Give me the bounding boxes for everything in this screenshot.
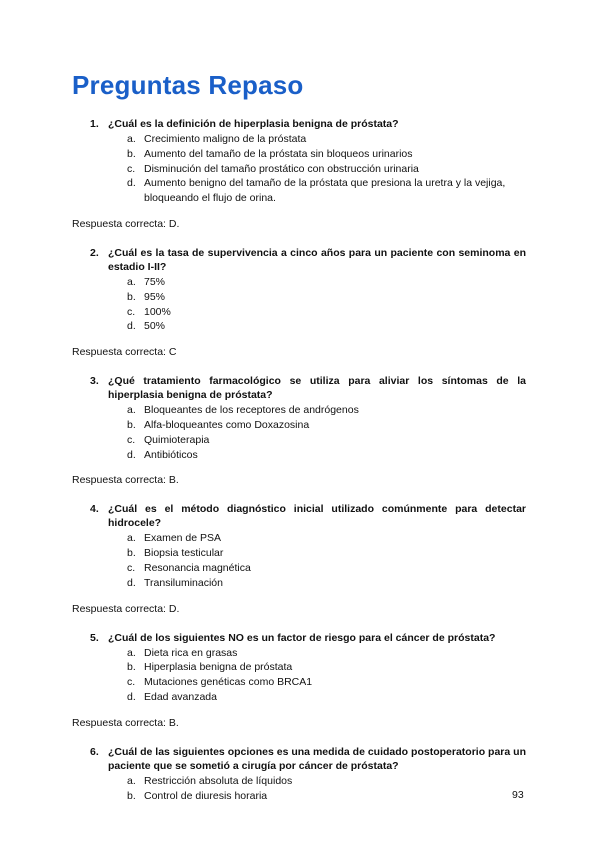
option-letter: d. — [127, 448, 136, 461]
option-text: Antibióticos — [144, 448, 198, 461]
option-item — [0, 176, 600, 206]
option-item — [0, 433, 600, 448]
option-letter: d. — [127, 320, 136, 333]
option-item — [0, 531, 600, 546]
option-letter: c. — [127, 433, 136, 446]
question-block — [0, 631, 600, 730]
option-letter: a. — [127, 404, 136, 417]
correct-answer: Respuesta correcta: C — [72, 346, 177, 359]
option-item — [0, 576, 600, 591]
option-text: Resonancia magnética — [144, 561, 251, 574]
option-text: Hiperplasia benigna de próstata — [144, 661, 293, 674]
option-text: 75% — [144, 275, 166, 288]
option-letter: c. — [127, 305, 136, 318]
option-text: Restricción absoluta de líquidos — [144, 774, 293, 787]
question-number: 5. — [90, 631, 99, 644]
option-item — [0, 162, 600, 177]
question-text: ¿Qué tratamiento farmacológico se utiliza para aliviar los síntomas de la hiperplasia benigna de próstata? — [108, 375, 526, 402]
option-list — [0, 275, 600, 334]
question-number: 3. — [90, 375, 99, 388]
option-list — [0, 403, 600, 462]
option-text: Bloqueantes de los receptores de andrógenos — [144, 404, 359, 417]
option-item — [0, 448, 600, 463]
question — [0, 374, 600, 462]
question — [0, 745, 600, 804]
question — [0, 631, 600, 705]
page-number: 93 — [512, 789, 524, 801]
option-text: Dieta rica en grasas — [144, 646, 238, 659]
option-item — [0, 418, 600, 433]
option-text: Biopsia testicular — [144, 547, 224, 560]
question-text: ¿Cuál de las siguientes opciones es una medida de cuidado postoperatorio para un paciente que se sometió a cirugía por cáncer de próstata? — [108, 745, 526, 772]
option-letter: c. — [127, 676, 136, 689]
option-letter: a. — [127, 774, 136, 787]
question-block — [0, 246, 600, 359]
correct-answer: Respuesta correcta: B. — [72, 716, 179, 729]
option-list — [0, 774, 600, 804]
option-text: Transiluminación — [144, 576, 223, 589]
option-letter: a. — [127, 133, 136, 145]
question-text: ¿Cuál es la definición de hiperplasia benigna de próstata? — [108, 118, 399, 130]
option-letter: d. — [127, 576, 136, 589]
option-list — [0, 531, 600, 590]
question-number: 4. — [90, 503, 99, 516]
option-item — [0, 275, 600, 290]
question — [0, 246, 600, 334]
option-text: Examen de PSA — [144, 532, 222, 545]
correct-answer: Respuesta correcta: D. — [72, 602, 180, 615]
question-text: ¿Cuál es el método diagnóstico inicial utilizado comúnmente para detectar hidrocele? — [108, 503, 526, 530]
option-item — [0, 675, 600, 690]
option-text: Crecimiento maligno de la próstata — [144, 133, 307, 145]
question — [0, 502, 600, 590]
option-text: 50% — [144, 320, 166, 333]
option-item — [0, 690, 600, 705]
option-text: Edad avanzada — [144, 690, 217, 703]
option-list — [0, 132, 600, 206]
option-text: Alfa-bloqueantes como Doxazosina — [144, 418, 310, 431]
question-text: ¿Cuál es la tasa de supervivencia a cinco años para un paciente con seminoma en estadio I-II? — [108, 246, 526, 273]
option-letter: d. — [127, 690, 136, 703]
option-item — [0, 546, 600, 561]
question-number: 6. — [90, 745, 99, 758]
option-letter: b. — [127, 147, 136, 160]
option-item — [0, 403, 600, 418]
option-text: Mutaciones genéticas como BRCA1 — [144, 676, 313, 689]
question — [0, 117, 600, 206]
option-item — [0, 660, 600, 675]
question-list — [0, 117, 600, 803]
question-number: 1. — [90, 118, 99, 130]
option-letter: a. — [127, 275, 136, 288]
option-list — [0, 646, 600, 705]
option-letter: c. — [127, 561, 136, 574]
option-item — [0, 561, 600, 576]
option-item — [0, 774, 600, 789]
option-letter: b. — [127, 418, 136, 431]
option-letter: b. — [127, 789, 136, 802]
question-block — [0, 745, 600, 804]
question-block — [0, 374, 600, 487]
option-letter: b. — [127, 547, 136, 560]
option-item — [0, 290, 600, 305]
option-item — [0, 147, 600, 162]
option-text: 100% — [144, 305, 171, 318]
option-letter: a. — [127, 646, 136, 659]
correct-answer: Respuesta correcta: B. — [72, 474, 179, 487]
option-text: Control de diuresis horaria — [144, 789, 268, 802]
question-block — [0, 502, 600, 615]
option-text: Aumento benigno del tamaño de la próstata que presiona la uretra y la vejiga, bloqueando el flujo de orina. — [144, 177, 506, 205]
option-letter: b. — [127, 290, 136, 303]
page-title: Preguntas Repaso — [72, 70, 304, 100]
question-block — [0, 117, 600, 231]
option-item — [0, 305, 600, 320]
option-letter: c. — [127, 162, 136, 175]
correct-answer: Respuesta correcta: D. — [72, 217, 180, 230]
option-letter: b. — [127, 661, 136, 674]
option-item — [0, 319, 600, 334]
option-text: Quimioterapia — [144, 433, 210, 446]
option-text: Disminución del tamaño prostático con obstrucción urinaria — [144, 162, 419, 175]
option-text: Aumento del tamaño de la próstata sin bloqueos urinarios — [144, 147, 413, 160]
option-text: 95% — [144, 290, 166, 303]
option-item — [0, 789, 600, 804]
question-text: ¿Cuál de los siguientes NO es un factor de riesgo para el cáncer de próstata? — [108, 631, 496, 644]
option-item — [0, 646, 600, 661]
option-letter: a. — [127, 532, 136, 545]
option-item — [0, 132, 600, 147]
option-letter: d. — [127, 177, 136, 190]
question-number: 2. — [90, 246, 99, 259]
